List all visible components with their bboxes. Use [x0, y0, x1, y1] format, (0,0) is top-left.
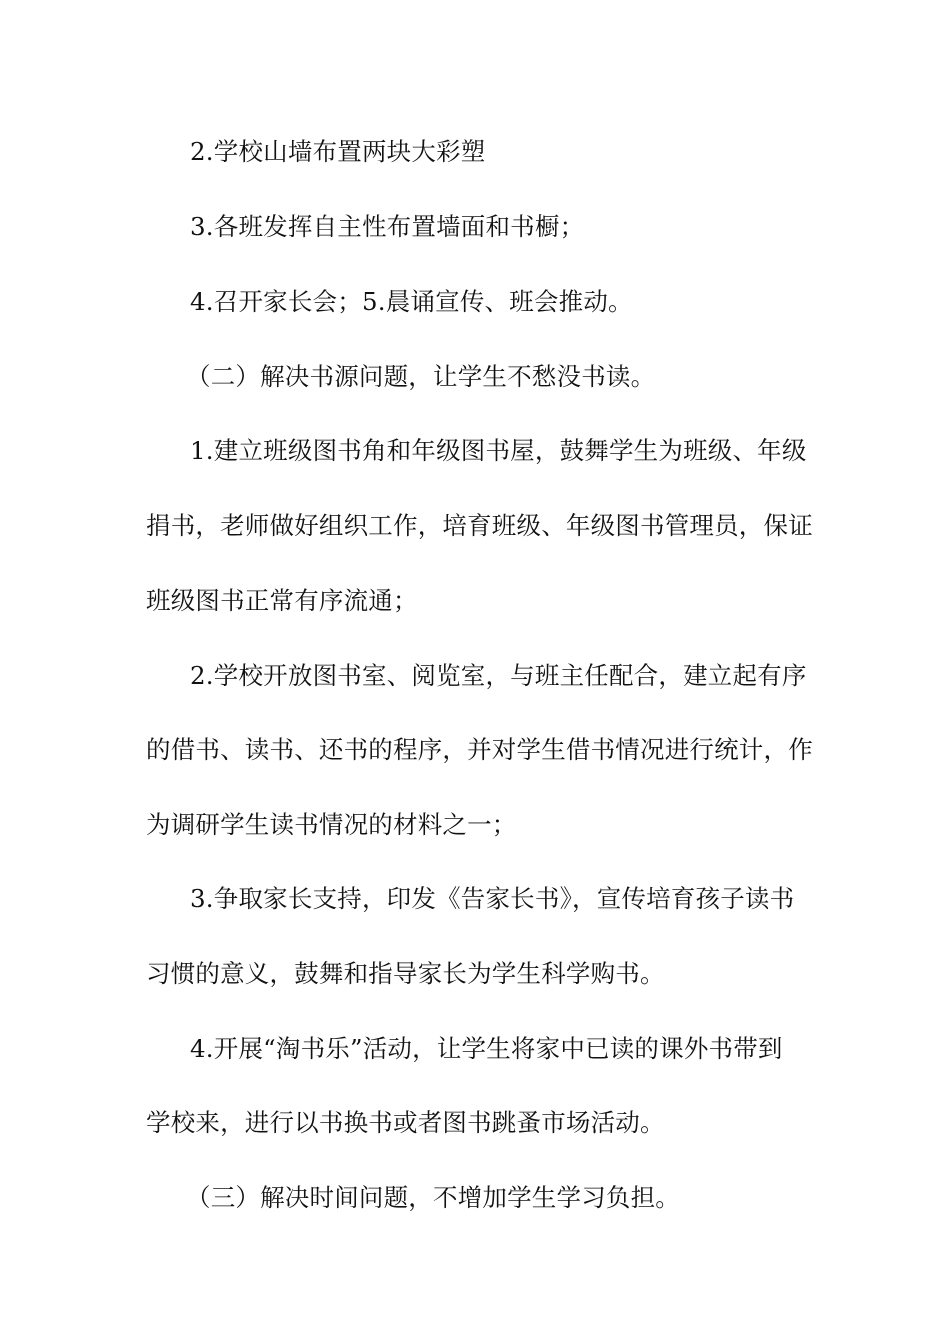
- paragraph-line: 学校来，进行以书换书或者图书跳蚤市场活动。: [146, 1108, 665, 1137]
- section-heading-2: （二）解决书源问题，让学生不愁没书读。: [186, 362, 656, 391]
- paragraph-line: 3.争取家长支持，印发《告家长书》，宣传培育孩子读书: [190, 884, 795, 913]
- paragraph-line: 1.建立班级图书角和年级图书屋，鼓舞学生为班级、年级: [190, 436, 807, 465]
- section-heading-3: （三）解决时间问题，不增加学生学习负担。: [186, 1183, 680, 1212]
- paragraph-line: 2.学校开放图书室、阅览室，与班主任配合，建立起有序: [190, 661, 807, 690]
- paragraph-line: 4.开展“淘书乐”活动，让学生将家中已读的课外书带到: [190, 1034, 783, 1063]
- item-3-line: 3.各班发挥自主性布置墙面和书橱；: [190, 212, 585, 241]
- paragraph-line: 班级图书正常有序流通；: [146, 586, 418, 615]
- paragraph-line: 为调研学生读书情况的材料之一；: [146, 810, 517, 839]
- paragraph-line: 习惯的意义，鼓舞和指导家长为学生科学购书。: [146, 959, 665, 988]
- paragraph-line: 捐书，老师做好组织工作，培育班级、年级图书管理员，保证: [146, 511, 813, 540]
- paragraph-line: 的借书、读书、还书的程序，并对学生借书情况进行统计，作: [146, 735, 813, 764]
- item-2-line: 2.学校山墙布置两块大彩塑: [190, 137, 486, 166]
- item-4-5-line: 4.召开家长会；5.晨诵宣传、班会推动。: [190, 287, 633, 316]
